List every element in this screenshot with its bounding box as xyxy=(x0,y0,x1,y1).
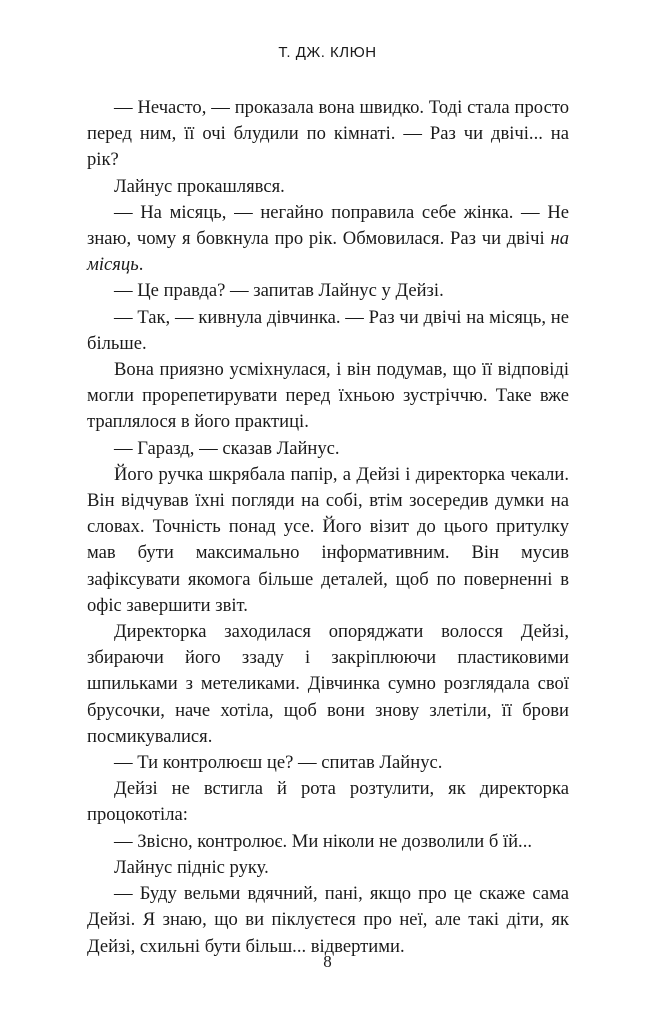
paragraph: — Так, — кивнула дівчинка. — Раз чи двічі на місяць, не більше. xyxy=(87,306,569,354)
page-number: 8 xyxy=(323,952,332,971)
paragraph: Лайнус підніс руку. xyxy=(114,856,269,878)
paragraph: Лайнус прокашлявся. xyxy=(114,175,285,197)
paragraph xyxy=(87,200,569,279)
paragraph-text: — На місяць, — негайно поправила себе жінка. — Не знаю, чому я бовкнула про рік. Обмовилася. Раз чи двічі xyxy=(87,201,569,250)
paragraph: — Гаразд, — сказав Лайнус. xyxy=(114,437,340,459)
italic-emphasis: на місяць xyxy=(87,228,569,276)
paragraph: Вона приязно усміхнулася, і він подумав, що її відповіді могли прорепетирувати перед їхньою зустріччю. Таке вже траплялося в його практиці. xyxy=(87,359,569,433)
paragraph: Директорка заходилася опоряджати волосся Дейзі, збираючи його ззаду і закріплюючи пластиковими шпильками з метеликами. Дівчинка сумно розглядала свої брусочки, наче хотіла, щоб вони знову злетіли, її брови посмикувалися. xyxy=(87,621,569,747)
paragraph: — Нечасто, — проказала вона швидко. Тоді стала просто перед ним, її очі блудили по кімнаті. — Раз чи двічі... на рік? xyxy=(87,97,569,171)
paragraph: — Це правда? — запитав Лайнус у Дейзі. xyxy=(114,280,444,302)
paragraph: Його ручка шкрябала папір, а Дейзі і директорка чекали. Він відчував їхні погляди на собі, втім зосередив думки на словах. Точність понад усе. Його візит до цього притулку мав бути максимально інформативним. Він мусив зафіксувати якомога більше деталей, щоб по поверненні в офіс завершити звіт. xyxy=(87,463,569,616)
running-header: Т. ДЖ. КЛЮН xyxy=(278,44,377,61)
paragraph: Дейзі не встигла й рота розтулити, як директорка процокотіла: xyxy=(87,778,569,826)
paragraph: — Буду вельми вдячний, пані, якщо про це скаже сама Дейзі. Я знаю, що ви піклуєтеся про неї, але такі діти, як Дейзі, схильні бути більш... відвертими. xyxy=(87,883,569,957)
paragraph: — Ти контролюєш це? — спитав Лайнус. xyxy=(114,752,443,774)
body-text xyxy=(87,95,569,960)
paragraph: — Звісно, контролює. Ми ніколи не дозволили б їй... xyxy=(114,830,532,852)
paragraph-text: . xyxy=(138,254,144,276)
